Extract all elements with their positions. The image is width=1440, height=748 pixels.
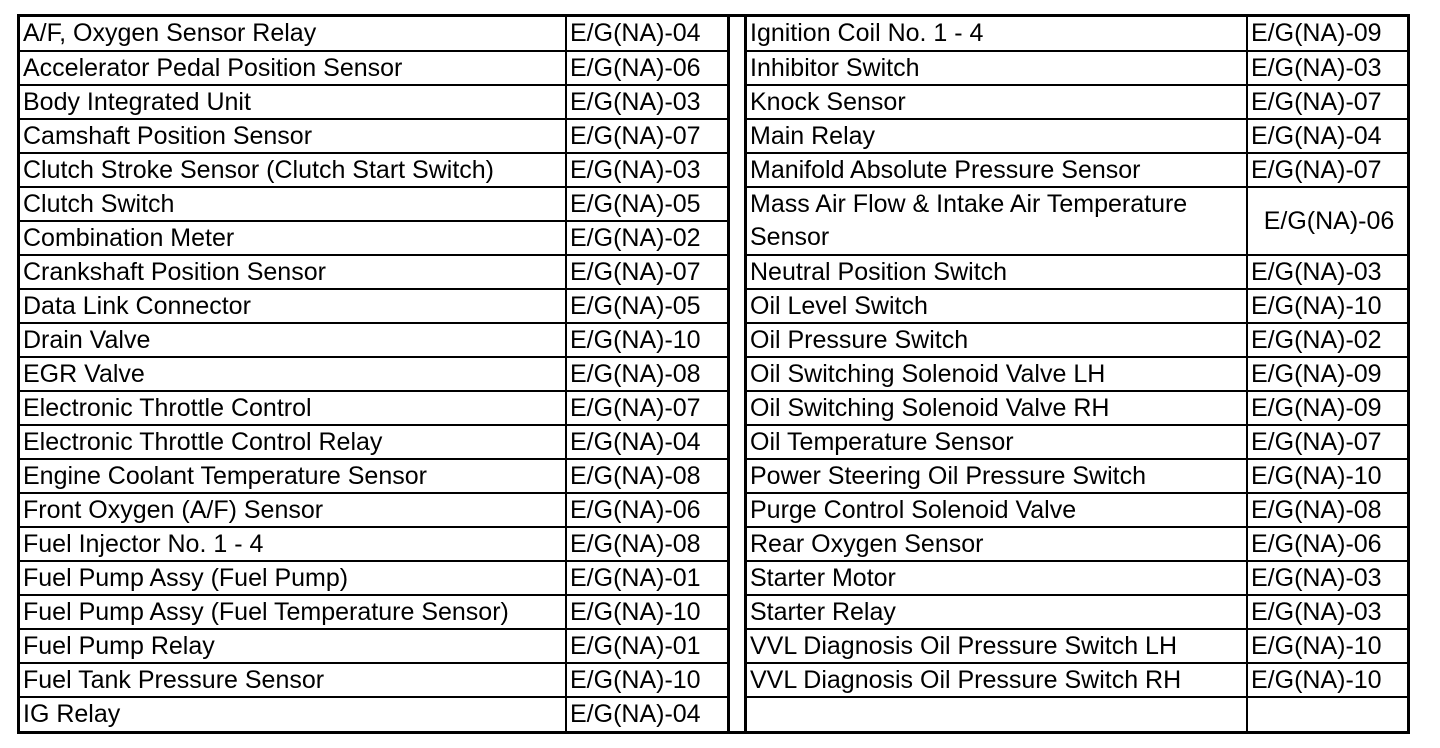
column-separator bbox=[727, 17, 747, 731]
component-name: Oil Pressure Switch bbox=[747, 323, 1247, 357]
diagram-reference-code: E/G(NA)-10 bbox=[1247, 663, 1407, 697]
table-row bbox=[747, 493, 1407, 527]
diagram-reference-code: E/G(NA)-06 bbox=[1247, 527, 1407, 561]
component-name: VVL Diagnosis Oil Pressure Switch LH bbox=[747, 629, 1247, 663]
table-row bbox=[20, 119, 727, 153]
component-name: Engine Coolant Temperature Sensor bbox=[20, 459, 566, 493]
diagram-reference-code: E/G(NA)-09 bbox=[1247, 357, 1407, 391]
diagram-reference-code bbox=[1247, 697, 1407, 731]
component-name: Main Relay bbox=[747, 119, 1247, 153]
component-name: Ignition Coil No. 1 - 4 bbox=[747, 17, 1247, 51]
diagram-reference-code: E/G(NA)-08 bbox=[566, 459, 727, 493]
table-row bbox=[747, 17, 1407, 51]
component-name: Electronic Throttle Control bbox=[20, 391, 566, 425]
component-name: VVL Diagnosis Oil Pressure Switch RH bbox=[747, 663, 1247, 697]
diagram-reference-code: E/G(NA)-07 bbox=[1247, 425, 1407, 459]
diagram-reference-code: E/G(NA)-08 bbox=[566, 357, 727, 391]
table-row bbox=[747, 595, 1407, 629]
table-row bbox=[747, 459, 1407, 493]
component-name: Clutch Switch bbox=[20, 187, 566, 221]
diagram-reference-code: E/G(NA)-03 bbox=[1247, 561, 1407, 595]
table-row bbox=[20, 51, 727, 85]
table-row bbox=[20, 221, 727, 255]
component-index-table bbox=[17, 14, 1410, 734]
diagram-reference-code: E/G(NA)-04 bbox=[566, 17, 727, 51]
diagram-reference-code: E/G(NA)-08 bbox=[566, 527, 727, 561]
diagram-reference-code: E/G(NA)-07 bbox=[566, 255, 727, 289]
left-index-column bbox=[20, 17, 727, 731]
table-row bbox=[747, 255, 1407, 289]
component-name bbox=[747, 697, 1247, 731]
table-row bbox=[20, 17, 727, 51]
table-row bbox=[747, 51, 1407, 85]
table-row bbox=[20, 459, 727, 493]
diagram-reference-code: E/G(NA)-06 bbox=[1247, 187, 1407, 255]
component-name: IG Relay bbox=[20, 697, 566, 731]
table-row bbox=[747, 187, 1407, 255]
table-row bbox=[20, 663, 727, 697]
diagram-reference-code: E/G(NA)-09 bbox=[1247, 17, 1407, 51]
component-name: Body Integrated Unit bbox=[20, 85, 566, 119]
component-name: Electronic Throttle Control Relay bbox=[20, 425, 566, 459]
diagram-reference-code: E/G(NA)-10 bbox=[1247, 459, 1407, 493]
table-row bbox=[747, 527, 1407, 561]
table-row bbox=[20, 289, 727, 323]
table-row bbox=[20, 629, 727, 663]
component-name: Oil Switching Solenoid Valve LH bbox=[747, 357, 1247, 391]
table-row bbox=[747, 663, 1407, 697]
component-name: Neutral Position Switch bbox=[747, 255, 1247, 289]
component-name: Starter Motor bbox=[747, 561, 1247, 595]
diagram-reference-code: E/G(NA)-02 bbox=[1247, 323, 1407, 357]
table-row bbox=[747, 697, 1407, 731]
component-name: Camshaft Position Sensor bbox=[20, 119, 566, 153]
diagram-reference-code: E/G(NA)-10 bbox=[1247, 289, 1407, 323]
component-name: Clutch Stroke Sensor (Clutch Start Switch) bbox=[20, 153, 566, 187]
table-row bbox=[747, 561, 1407, 595]
diagram-reference-code: E/G(NA)-07 bbox=[1247, 85, 1407, 119]
diagram-reference-code: E/G(NA)-03 bbox=[1247, 255, 1407, 289]
table-row bbox=[20, 425, 727, 459]
component-name: Fuel Tank Pressure Sensor bbox=[20, 663, 566, 697]
component-name: Oil Switching Solenoid Valve RH bbox=[747, 391, 1247, 425]
component-name: Crankshaft Position Sensor bbox=[20, 255, 566, 289]
component-name: Manifold Absolute Pressure Sensor bbox=[747, 153, 1247, 187]
component-name: Knock Sensor bbox=[747, 85, 1247, 119]
component-name: EGR Valve bbox=[20, 357, 566, 391]
diagram-reference-code: E/G(NA)-03 bbox=[566, 153, 727, 187]
component-name: Starter Relay bbox=[747, 595, 1247, 629]
component-name: A/F, Oxygen Sensor Relay bbox=[20, 17, 566, 51]
component-name: Fuel Pump Relay bbox=[20, 629, 566, 663]
component-name: Oil Level Switch bbox=[747, 289, 1247, 323]
component-name: Fuel Injector No. 1 - 4 bbox=[20, 527, 566, 561]
table-row bbox=[747, 391, 1407, 425]
component-name: Inhibitor Switch bbox=[747, 51, 1247, 85]
component-name: Oil Temperature Sensor bbox=[747, 425, 1247, 459]
table-row bbox=[747, 85, 1407, 119]
diagram-reference-code: E/G(NA)-04 bbox=[566, 425, 727, 459]
table-row bbox=[20, 255, 727, 289]
table-row bbox=[20, 323, 727, 357]
diagram-reference-code: E/G(NA)-09 bbox=[1247, 391, 1407, 425]
table-row bbox=[20, 391, 727, 425]
diagram-reference-code: E/G(NA)-10 bbox=[566, 595, 727, 629]
diagram-reference-code: E/G(NA)-06 bbox=[566, 51, 727, 85]
right-index-column bbox=[747, 17, 1407, 731]
diagram-reference-code: E/G(NA)-03 bbox=[566, 85, 727, 119]
component-name: Accelerator Pedal Position Sensor bbox=[20, 51, 566, 85]
component-name: Power Steering Oil Pressure Switch bbox=[747, 459, 1247, 493]
table-row bbox=[20, 153, 727, 187]
diagram-reference-code: E/G(NA)-03 bbox=[1247, 595, 1407, 629]
diagram-reference-code: E/G(NA)-10 bbox=[1247, 629, 1407, 663]
diagram-reference-code: E/G(NA)-01 bbox=[566, 629, 727, 663]
component-name: Combination Meter bbox=[20, 221, 566, 255]
table-row bbox=[747, 289, 1407, 323]
diagram-reference-code: E/G(NA)-07 bbox=[566, 119, 727, 153]
diagram-reference-code: E/G(NA)-05 bbox=[566, 289, 727, 323]
diagram-reference-code: E/G(NA)-04 bbox=[566, 697, 727, 731]
component-name: Fuel Pump Assy (Fuel Pump) bbox=[20, 561, 566, 595]
table-row bbox=[20, 493, 727, 527]
table-row bbox=[747, 119, 1407, 153]
diagram-reference-code: E/G(NA)-10 bbox=[566, 323, 727, 357]
component-name: Fuel Pump Assy (Fuel Temperature Sensor) bbox=[20, 595, 566, 629]
component-name: Drain Valve bbox=[20, 323, 566, 357]
table-row bbox=[20, 85, 727, 119]
diagram-reference-code: E/G(NA)-05 bbox=[566, 187, 727, 221]
diagram-reference-code: E/G(NA)-03 bbox=[1247, 51, 1407, 85]
table-row bbox=[747, 629, 1407, 663]
component-name: Front Oxygen (A/F) Sensor bbox=[20, 493, 566, 527]
component-name: Rear Oxygen Sensor bbox=[747, 527, 1247, 561]
diagram-reference-code: E/G(NA)-02 bbox=[566, 221, 727, 255]
diagram-reference-code: E/G(NA)-01 bbox=[566, 561, 727, 595]
table-row bbox=[20, 527, 727, 561]
table-row bbox=[20, 697, 727, 731]
diagram-reference-code: E/G(NA)-06 bbox=[566, 493, 727, 527]
diagram-reference-code: E/G(NA)-04 bbox=[1247, 119, 1407, 153]
component-name: Mass Air Flow & Intake Air Temperature Sensor bbox=[747, 187, 1247, 255]
component-name: Purge Control Solenoid Valve bbox=[747, 493, 1247, 527]
table-row bbox=[20, 187, 727, 221]
table-row bbox=[20, 357, 727, 391]
table-row bbox=[20, 561, 727, 595]
table-row bbox=[747, 357, 1407, 391]
table-row bbox=[747, 425, 1407, 459]
diagram-reference-code: E/G(NA)-07 bbox=[1247, 153, 1407, 187]
table-row bbox=[20, 595, 727, 629]
table-row bbox=[747, 323, 1407, 357]
table-row bbox=[747, 153, 1407, 187]
component-name: Data Link Connector bbox=[20, 289, 566, 323]
diagram-reference-code: E/G(NA)-07 bbox=[566, 391, 727, 425]
diagram-reference-code: E/G(NA)-10 bbox=[566, 663, 727, 697]
diagram-reference-code: E/G(NA)-08 bbox=[1247, 493, 1407, 527]
